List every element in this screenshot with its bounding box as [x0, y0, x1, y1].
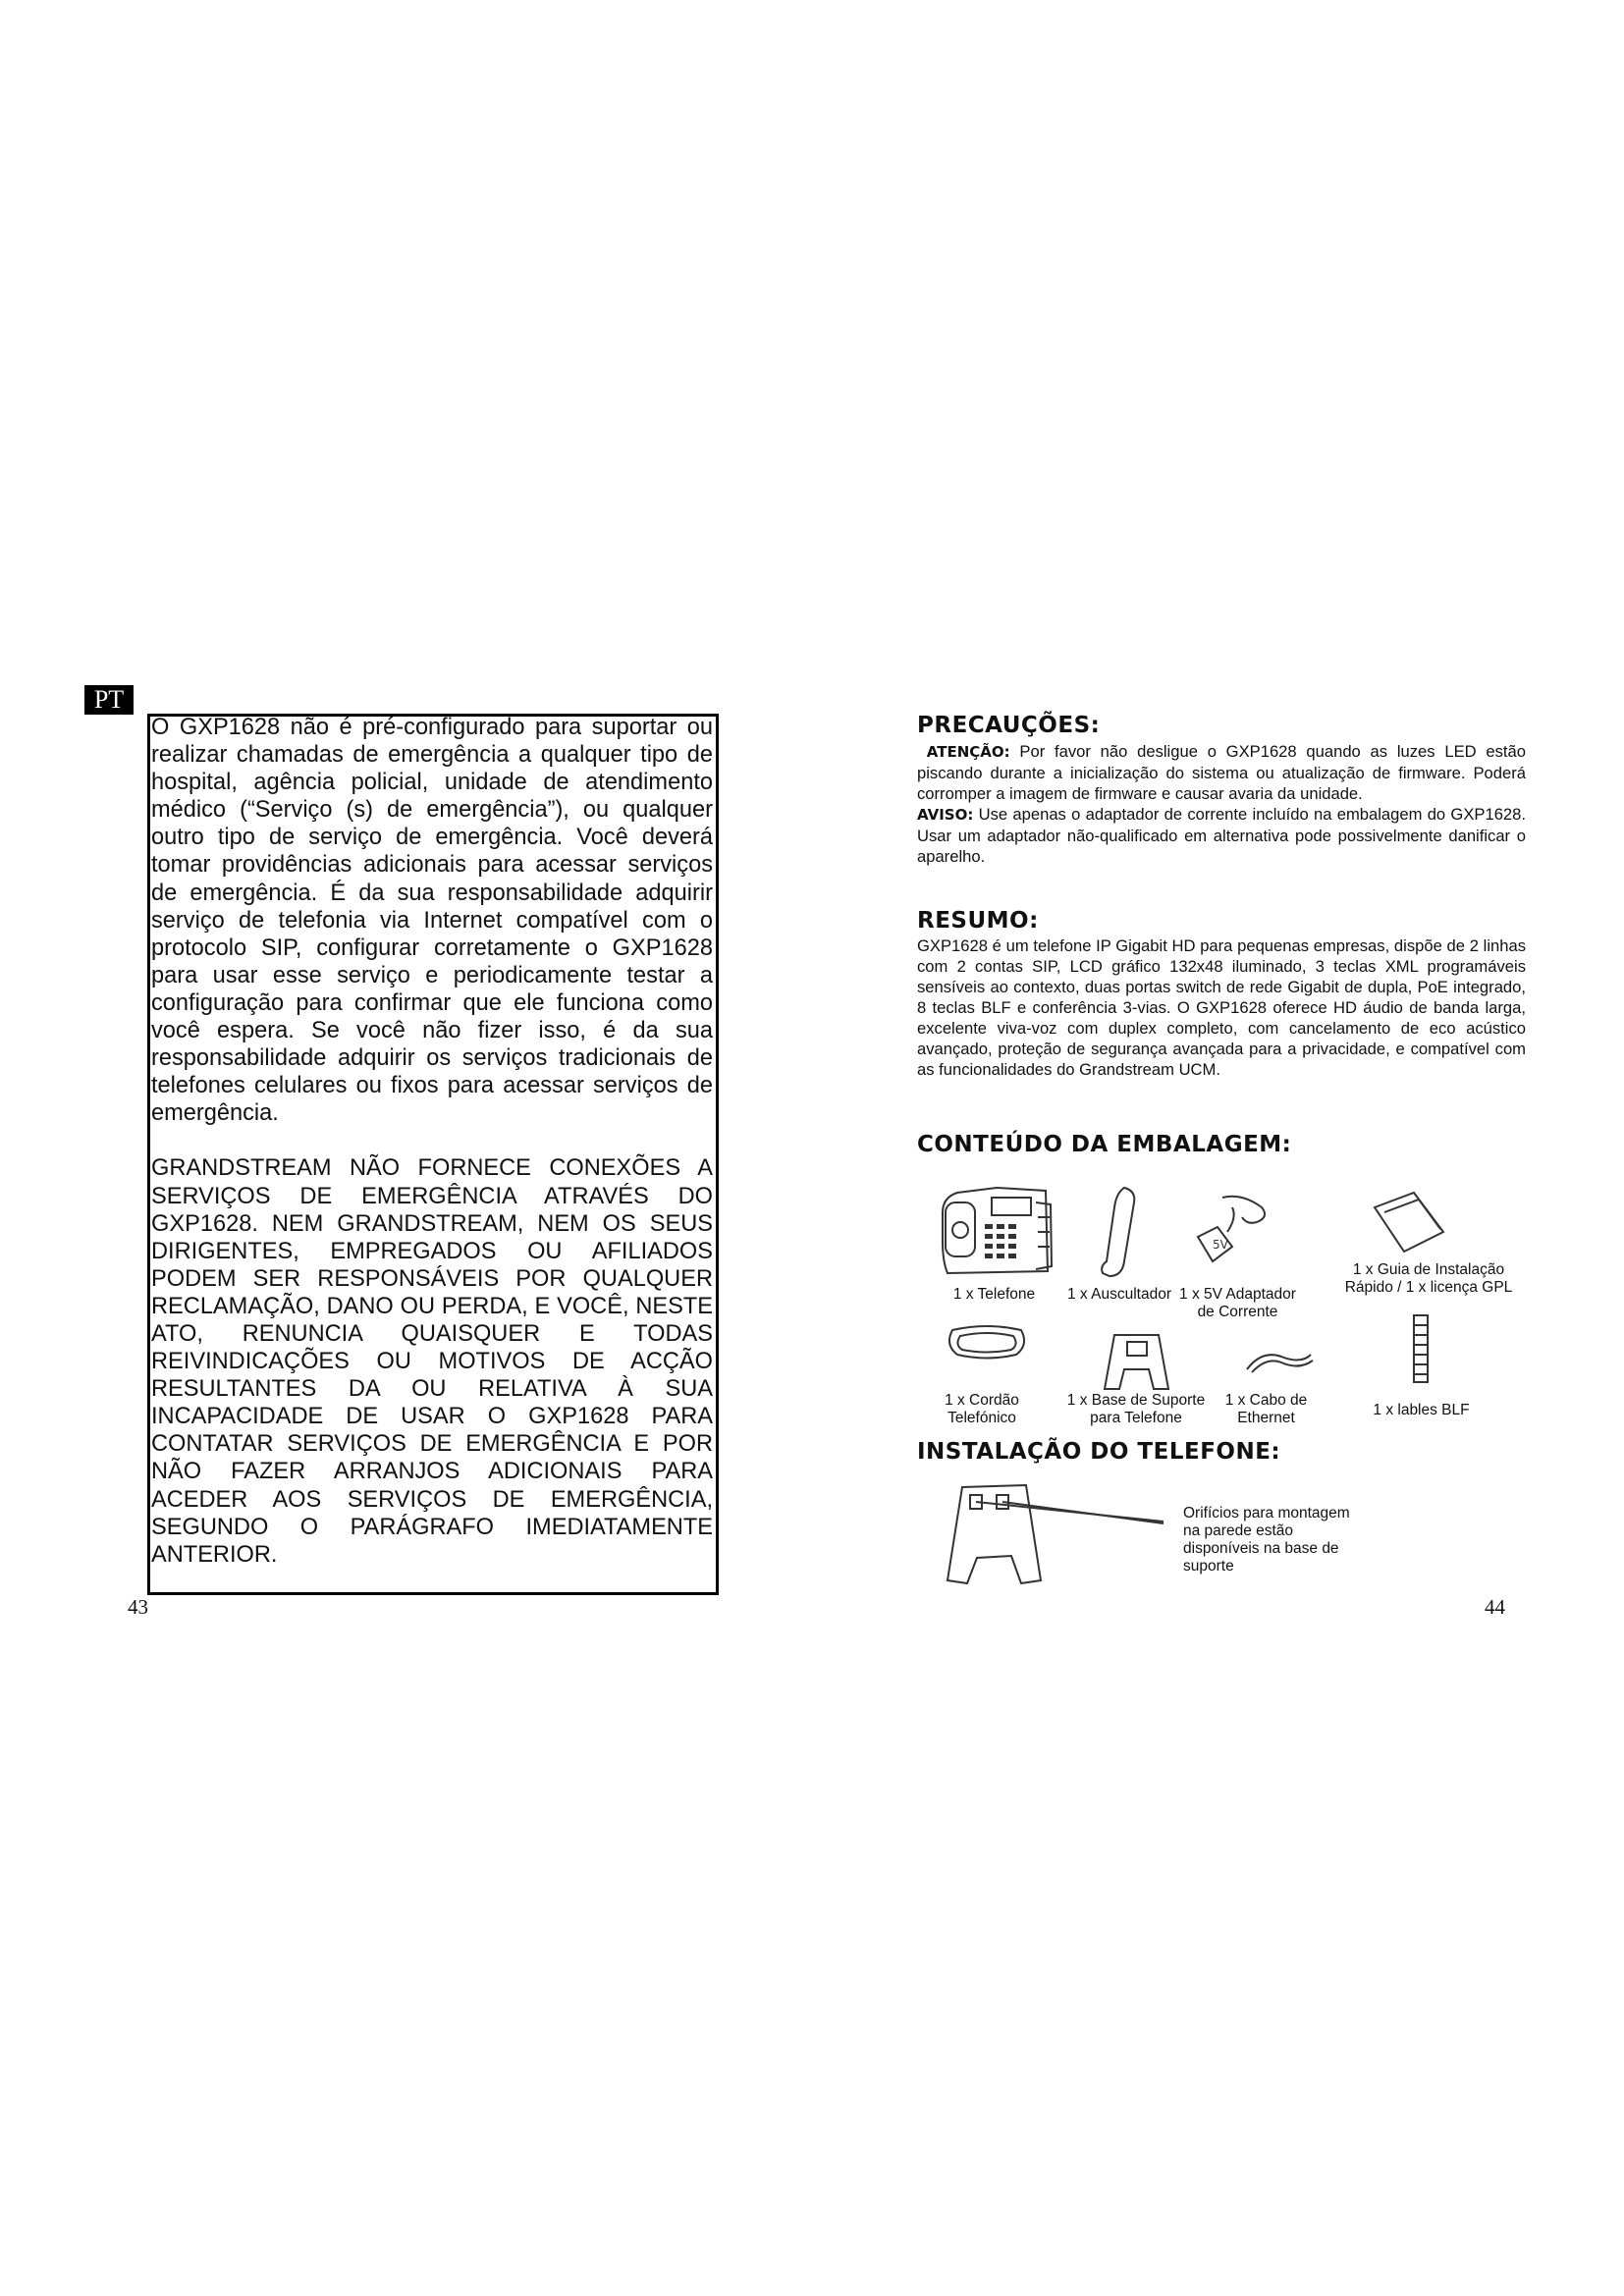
item-label: 1 x Base de Suporte para Telefone [1066, 1392, 1206, 1426]
phone-cord-icon [943, 1320, 1031, 1364]
stand-icon [1100, 1330, 1173, 1394]
item-label: 1 x lables BLF [1373, 1402, 1470, 1418]
package-heading: CONTEÚDO DA EMBALAGEM: [917, 1132, 1292, 1157]
handset-icon [1095, 1183, 1144, 1281]
summary-section [917, 908, 1526, 1080]
warning-text: Use apenas o adaptador de corrente incluído na embalagem do GXP1628. Usar um adaptador não-qualificado em alternativa pode possivelmente danificar o aparelho. [917, 805, 1526, 866]
guide-booklet-icon [1370, 1188, 1448, 1256]
language-tag: PT [84, 685, 134, 715]
summary-text: GXP1628 é um telefone IP Gigabit HD para pequenas empresas, dispõe de 2 linhas com 2 contas SIP, LCD gráfico 132x48 iluminado, 3 teclas XML programáveis sensíveis ao contexto, duas portas switch de rede Gigabit de dupla, PoE integrado, 8 teclas BLF e conferência 3-vias. O GXP1628 oferece HD áudio de banda larga, excelente viva-voz com duplex completo, com cancelamento de eco acústico avançado, proteção de segurança avançada para a privacidade, e compatível com as funcionalidades do Grandstream UCM. [917, 936, 1526, 1079]
attention-text: Por favor não desligue o GXP1628 quando as luzes LED estão piscando durante a inicialização do sistema ou atualização de firmware. Poderá corromper a imagem de firmware e causar avaria da unidade. [917, 742, 1526, 803]
mounting-holes-callout: Orifícios para montagem na parede estão disponíveis na base de suporte [1183, 1505, 1350, 1575]
attention-label: ATENÇÃO: [926, 743, 1010, 761]
desk-phone-icon [938, 1183, 1056, 1281]
package-section [917, 1132, 1526, 1157]
emergency-notice [151, 714, 713, 1569]
liability-disclaimer-paragraph: GRANDSTREAM NÃO FORNECE CONEXÕES A SERVIÇOS DE EMERGÊNCIA ATRAVÉS DO GXP1628. NEM GRANDSTREAM, NEM OS SEUS DIRIGENTES, EMPREGADOS OU AFILIADOS PODEM SER RESPONSÁVEIS POR QUALQUER RECLAMAÇÃO, DANO OU PERDA, E VOCÊ, NESTE ATO, RENUNCIA QUAISQUER E TODAS REIVINDICAÇÕES OU MOTIVOS DE ACÇÃO RESULTANTES DA OU RELATIVA À SUA INCAPACIDADE DE USAR O GXP1628 PARA CONTATAR SERVIÇOS DE EMERGÊNCIA E POR NÃO FAZER ARRANJOS ADICIONAIS PARA ACEDER AOS SERVIÇOS DE EMERGÊNCIA, SEGUNDO O PARÁGRAFO IMEDIATAMENTE ANTERIOR. [151, 1155, 713, 1568]
item-label: 1 x Cordão Telefónico [945, 1392, 1019, 1426]
item-label: 1 x Auscultador [1067, 1286, 1171, 1303]
item-label: 1 x 5V Adaptador de Corrente [1179, 1286, 1296, 1320]
precautions-section [917, 713, 1526, 867]
item-label: 1 x Cabo de Ethernet [1224, 1392, 1308, 1426]
summary-heading: RESUMO: [917, 908, 1039, 934]
wall-mount-stand-icon [943, 1477, 1168, 1590]
power-adapter-icon [1193, 1188, 1272, 1271]
page-number-right: 44 [1485, 1595, 1505, 1619]
warning-label: AVISO: [917, 806, 974, 824]
blf-label-icon [1412, 1313, 1430, 1384]
svg-text:5V: 5V [1213, 1238, 1228, 1252]
item-label: 1 x Telefone [952, 1286, 1036, 1303]
warning-notice [917, 804, 1526, 867]
precautions-heading: PRECAUÇÕES: [917, 713, 1101, 738]
item-label: 1 x Guia de Instalação Rápido / 1 x licença GPL [1344, 1261, 1513, 1296]
installation-section [917, 1439, 1526, 1465]
attention-notice [917, 741, 1526, 804]
emergency-notice-paragraph: O GXP1628 não é pré-configurado para suportar ou realizar chamadas de emergência a qualquer tipo de hospital, agência policial, unidade de atendimento médico (“Serviço (s) de emergência”), ou qualquer outro tipo de serviço de emergência. Você deverá tomar providências adicionais para acessar serviços de emergência. É da sua responsabilidade adquirir serviço de telefonia via Internet compatível com o protocolo SIP, configurar corretamente o GXP1628 para usar esse serviço e periodicamente testar a configuração para confirmar que ele funciona como você espera. Se você não fizer isso, é da sua responsabilidade adquirir os serviços tradicionais de telefones celulares ou fixos para acessar serviços de emergência. [151, 715, 713, 1127]
page-number-left: 43 [128, 1595, 148, 1619]
ethernet-cable-icon [1242, 1345, 1316, 1379]
installation-heading: INSTALAÇÃO DO TELEFONE: [917, 1439, 1281, 1465]
